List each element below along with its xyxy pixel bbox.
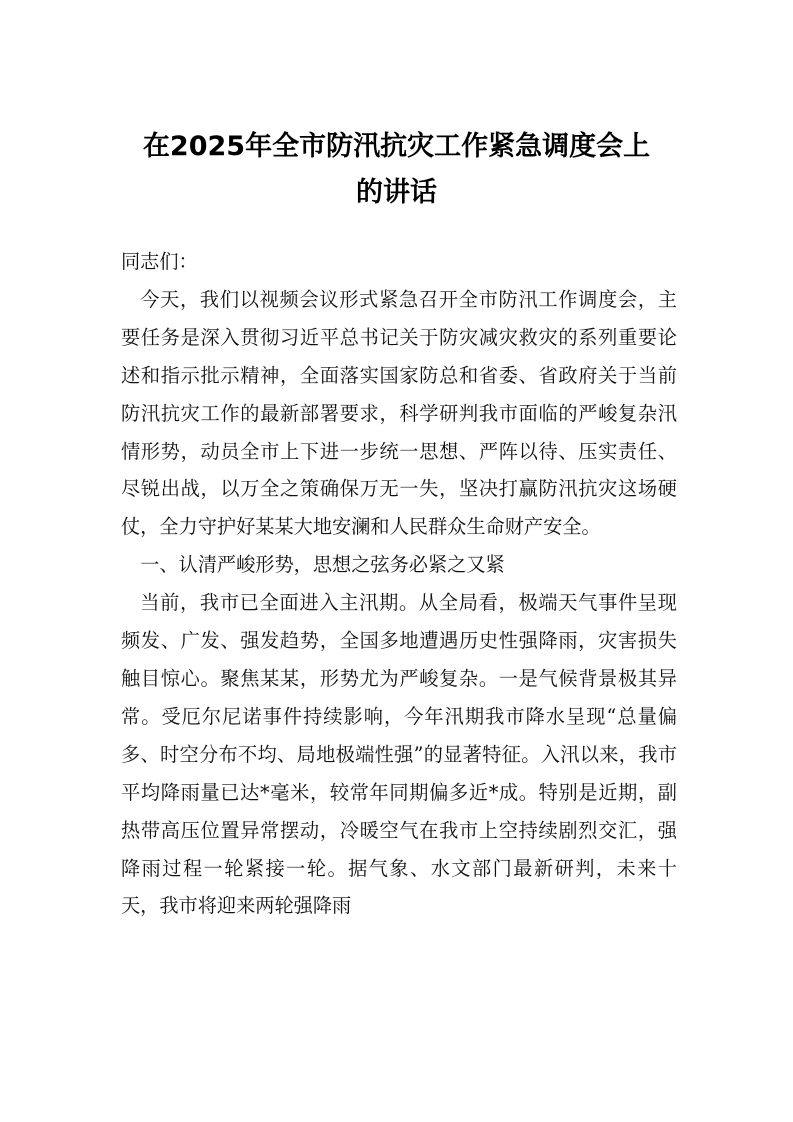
title-line-2: 的讲话 [356,177,437,208]
document-body [121,243,677,925]
salutation: 同志们： [121,250,198,273]
title-line-1: 在2025年全市防汛抗灾工作紧急调度会上 [142,131,651,162]
document-title [80,124,713,216]
paragraph-intro: 今天，我们以视频会议形式紧急召开全市防汛工作调度会，主要任务是深入贯彻习近平总书记关于防灾减灾救灾的系列重要论述和指示批示精神，全面落实国家防总和省委、省政府关于当前防汛抗灾工作的最新部署要求，科学研判我市面临的严峻复杂汛情形势，动员全市上下进一步统一思想、严阵以待、压实责任、尽锐出战，以万全之策确保万无一失，坚决打赢防汛抗灾这场硬仗，全力守护好某某大地安澜和人民群众生命财产安全。 [121,287,677,539]
section-heading: 一、认清严峻形势，思想之弦务必紧之又紧 [140,553,505,577]
paragraph-situation: 当前，我市已全面进入主汛期。从全局看，极端天气事件呈现频发、广发、强发趋势，全国多地遭遇历史性强降雨，灾害损失触目惊心。聚焦某某，形势尤为严峻复杂。一是气候背景极其异常。受厄尔尼诺事件持续影响，今年汛期我市降水呈现“总量偏多、时空分布不均、局地极端性强”的显著特征。入汛以来，我市平均降雨量已达*毫米，较常年同期偏多近*成。特别是近期，副热带高压位置异常摆动，冷暖空气在我市上空持续剧烈交汇，强降雨过程一轮紧接一轮。据气象、水文部门最新研判，未来十天，我市将迎来两轮强降雨 [121,591,677,918]
